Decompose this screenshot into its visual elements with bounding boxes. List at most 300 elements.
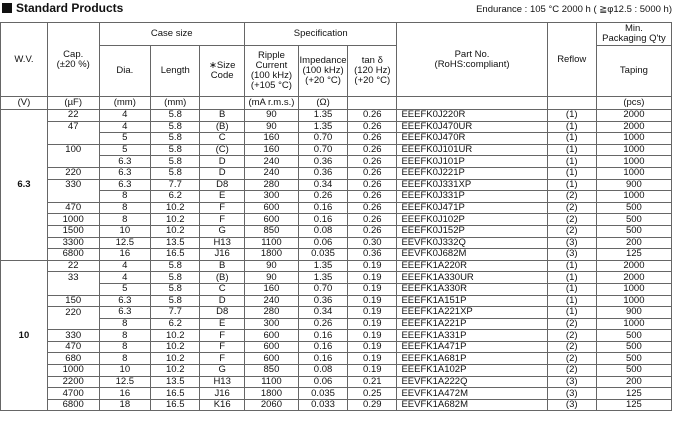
cell-cap: 330 xyxy=(47,330,99,342)
cell-ripple: 600 xyxy=(244,341,298,353)
cell-tan: 0.26 xyxy=(348,133,397,145)
cell-ripple: 160 xyxy=(244,283,298,295)
cell-impedance: 1.35 xyxy=(298,260,347,272)
cell-size-code: B xyxy=(200,260,245,272)
cell-impedance: 0.26 xyxy=(298,191,347,203)
cell-impedance: 0.16 xyxy=(298,341,347,353)
cell-ripple: 850 xyxy=(244,225,298,237)
cell-reflow: (1) xyxy=(547,156,596,168)
cell-tan: 0.30 xyxy=(348,237,397,249)
cell-dia: 8 xyxy=(99,202,151,214)
header-taping: Taping xyxy=(596,46,671,97)
cell-tan: 0.26 xyxy=(348,202,397,214)
cell-dia: 6.3 xyxy=(99,307,151,319)
cell-size-code: F xyxy=(200,353,245,365)
cell-taping: 1000 xyxy=(596,283,671,295)
cell-cap: 6800 xyxy=(47,249,99,261)
cell-dia: 4 xyxy=(99,110,151,122)
cell-cap: 47 xyxy=(47,121,99,133)
cell-ripple: 300 xyxy=(244,318,298,330)
cell-dia: 8 xyxy=(99,318,151,330)
cell-length: 5.8 xyxy=(151,144,200,156)
unit-size xyxy=(200,97,245,110)
cell-reflow: (2) xyxy=(547,225,596,237)
cell-ripple: 280 xyxy=(244,179,298,191)
table-row xyxy=(1,353,672,365)
cell-size-code: C xyxy=(200,283,245,295)
cell-part-no: EEEFK0J152P xyxy=(397,225,547,237)
cell-ripple: 600 xyxy=(244,330,298,342)
cell-impedance: 0.06 xyxy=(298,237,347,249)
cell-reflow: (2) xyxy=(547,365,596,377)
cell-dia: 5 xyxy=(99,283,151,295)
cell-size-code: F xyxy=(200,202,245,214)
cell-impedance: 0.16 xyxy=(298,330,347,342)
cell-dia: 6.3 xyxy=(99,167,151,179)
cell-size-code: E xyxy=(200,318,245,330)
cell-reflow: (1) xyxy=(547,272,596,284)
cell-cap: 220 xyxy=(47,307,99,319)
cell-size-code: (B) xyxy=(200,121,245,133)
cell-part-no: EEEFK0J221P xyxy=(397,167,547,179)
cell-ripple: 280 xyxy=(244,307,298,319)
cell-length: 13.5 xyxy=(151,376,200,388)
table-row xyxy=(1,365,672,377)
cell-dia: 8 xyxy=(99,191,151,203)
cell-size-code: B xyxy=(200,110,245,122)
cell-length: 10.2 xyxy=(151,225,200,237)
cell-tan: 0.29 xyxy=(348,399,397,411)
cell-taping: 2000 xyxy=(596,121,671,133)
cell-reflow: (2) xyxy=(547,330,596,342)
cell-size-code: J16 xyxy=(200,249,245,261)
table-row xyxy=(1,237,672,249)
cell-cap: 1000 xyxy=(47,214,99,226)
cell-taping: 200 xyxy=(596,237,671,249)
cell-reflow: (1) xyxy=(547,121,596,133)
table-row xyxy=(1,225,672,237)
cell-part-no: EEEFK0J471P xyxy=(397,202,547,214)
cell-impedance: 0.08 xyxy=(298,365,347,377)
cell-length: 10.2 xyxy=(151,202,200,214)
section-header xyxy=(0,0,680,18)
cell-tan: 0.26 xyxy=(348,214,397,226)
cell-size-code: C xyxy=(200,133,245,145)
cell-taping: 200 xyxy=(596,376,671,388)
cell-size-code: H13 xyxy=(200,237,245,249)
table-row xyxy=(1,144,672,156)
cell-impedance: 0.36 xyxy=(298,167,347,179)
cell-impedance: 0.70 xyxy=(298,133,347,145)
cell-dia: 6.3 xyxy=(99,295,151,307)
cell-length: 6.2 xyxy=(151,191,200,203)
cell-tan: 0.26 xyxy=(348,191,397,203)
cell-ripple: 240 xyxy=(244,156,298,168)
cell-tan: 0.19 xyxy=(348,295,397,307)
cell-size-code: D xyxy=(200,295,245,307)
cell-tan: 0.19 xyxy=(348,307,397,319)
cell-size-code: H13 xyxy=(200,376,245,388)
cell-ripple: 90 xyxy=(244,110,298,122)
cell-impedance: 0.34 xyxy=(298,307,347,319)
cell-ripple: 600 xyxy=(244,202,298,214)
table-row xyxy=(1,399,672,411)
table-row xyxy=(1,191,672,203)
cell-impedance: 0.033 xyxy=(298,399,347,411)
cell-tan: 0.19 xyxy=(348,341,397,353)
cell-ripple: 1800 xyxy=(244,388,298,400)
cell-size-code: E xyxy=(200,191,245,203)
cell-part-no: EEEFK1A221P xyxy=(397,318,547,330)
cell-tan: 0.19 xyxy=(348,330,397,342)
unit-length: (mm) xyxy=(151,97,200,110)
cell-length: 16.5 xyxy=(151,249,200,261)
cell-taping: 500 xyxy=(596,214,671,226)
table-row xyxy=(1,283,672,295)
cell-dia: 8 xyxy=(99,330,151,342)
cell-ripple: 300 xyxy=(244,191,298,203)
cell-cap: 22 xyxy=(47,260,99,272)
cell-impedance: 0.035 xyxy=(298,249,347,261)
cell-tan: 0.21 xyxy=(348,376,397,388)
cell-taping: 900 xyxy=(596,307,671,319)
cell-part-no: EEVFK1A682M xyxy=(397,399,547,411)
cell-length: 5.8 xyxy=(151,295,200,307)
cell-dia: 16 xyxy=(99,388,151,400)
square-bullet-icon xyxy=(2,3,12,13)
unit-reflow xyxy=(547,97,596,110)
table-row xyxy=(1,307,672,319)
cell-length: 16.5 xyxy=(151,399,200,411)
cell-cap: 1500 xyxy=(47,225,99,237)
cell-dia: 4 xyxy=(99,260,151,272)
cell-part-no: EEEFK1A681P xyxy=(397,353,547,365)
cell-length: 7.7 xyxy=(151,179,200,191)
cell-impedance: 0.035 xyxy=(298,388,347,400)
cell-ripple: 90 xyxy=(244,260,298,272)
cell-part-no: EEVFK0J332Q xyxy=(397,237,547,249)
table-row xyxy=(1,179,672,191)
header-impedance: Impedance (100 kHz) (+20 °C) xyxy=(298,46,347,97)
cell-taping: 125 xyxy=(596,388,671,400)
table-row xyxy=(1,202,672,214)
cell-tan: 0.36 xyxy=(348,249,397,261)
cell-ripple: 240 xyxy=(244,167,298,179)
header-cap: Cap. (±20 %) xyxy=(47,23,99,97)
cell-taping: 1000 xyxy=(596,156,671,168)
table-row xyxy=(1,121,672,133)
cell-dia: 8 xyxy=(99,214,151,226)
cell-reflow: (1) xyxy=(547,179,596,191)
section-title: Standard Products xyxy=(16,1,124,15)
header-min-pack: Min. Packaging Q'ty xyxy=(596,23,671,46)
table-row xyxy=(1,341,672,353)
cell-part-no: EEVFK1A222Q xyxy=(397,376,547,388)
cell-ripple: 90 xyxy=(244,272,298,284)
cell-dia: 5 xyxy=(99,144,151,156)
cell-tan: 0.19 xyxy=(348,353,397,365)
cell-size-code: G xyxy=(200,365,245,377)
cell-reflow: (1) xyxy=(547,260,596,272)
table-row xyxy=(1,318,672,330)
cell-cap: 220 xyxy=(47,167,99,179)
cell-reflow: (1) xyxy=(547,307,596,319)
cell-size-code: (B) xyxy=(200,272,245,284)
cell-part-no: EEEFK0J101UR xyxy=(397,144,547,156)
cell-part-no: EEVFK1A472M xyxy=(397,388,547,400)
cell-impedance: 0.06 xyxy=(298,376,347,388)
cell-cap xyxy=(47,133,99,145)
cell-length: 6.2 xyxy=(151,318,200,330)
cell-taping: 1000 xyxy=(596,295,671,307)
cell-cap xyxy=(47,156,99,168)
cell-reflow: (2) xyxy=(547,202,596,214)
cell-dia: 6.3 xyxy=(99,179,151,191)
cell-cap: 680 xyxy=(47,353,99,365)
voltage-cell: 10 xyxy=(1,260,48,411)
cell-tan: 0.26 xyxy=(348,156,397,168)
cell-length: 13.5 xyxy=(151,237,200,249)
cell-ripple: 850 xyxy=(244,365,298,377)
cell-ripple: 1100 xyxy=(244,237,298,249)
cell-taping: 500 xyxy=(596,341,671,353)
cell-dia: 5 xyxy=(99,133,151,145)
cell-part-no: EEEFK0J102P xyxy=(397,214,547,226)
cell-reflow: (1) xyxy=(547,167,596,179)
cell-taping: 125 xyxy=(596,249,671,261)
cell-taping: 2000 xyxy=(596,110,671,122)
cell-dia: 8 xyxy=(99,341,151,353)
cell-dia: 4 xyxy=(99,121,151,133)
cell-reflow: (2) xyxy=(547,318,596,330)
cell-taping: 500 xyxy=(596,353,671,365)
cell-part-no: EEEFK0J331XP xyxy=(397,179,547,191)
cell-dia: 16 xyxy=(99,249,151,261)
cell-length: 7.7 xyxy=(151,307,200,319)
cell-length: 5.8 xyxy=(151,110,200,122)
cell-length: 10.2 xyxy=(151,214,200,226)
unit-wv: (V) xyxy=(1,97,48,110)
table-row xyxy=(1,214,672,226)
header-part-no: Part No. (RoHS:compliant) xyxy=(397,23,547,97)
cell-reflow: (3) xyxy=(547,237,596,249)
header-case-size: Case size xyxy=(99,23,244,46)
cell-tan: 0.26 xyxy=(348,179,397,191)
cell-length: 10.2 xyxy=(151,365,200,377)
cell-impedance: 1.35 xyxy=(298,272,347,284)
cell-impedance: 0.70 xyxy=(298,144,347,156)
header-specification: Specification xyxy=(244,23,397,46)
cell-cap: 100 xyxy=(47,144,99,156)
unit-impedance: (Ω) xyxy=(298,97,347,110)
cell-part-no: EEEFK1A330UR xyxy=(397,272,547,284)
cell-length: 5.8 xyxy=(151,133,200,145)
cell-reflow: (1) xyxy=(547,110,596,122)
cell-size-code: (C) xyxy=(200,144,245,156)
cell-part-no: EEEFK1A221XP xyxy=(397,307,547,319)
cell-tan: 0.26 xyxy=(348,121,397,133)
cell-length: 5.8 xyxy=(151,156,200,168)
cell-part-no: EEEFK0J220R xyxy=(397,110,547,122)
cell-ripple: 240 xyxy=(244,295,298,307)
cell-ripple: 1100 xyxy=(244,376,298,388)
cell-cap: 4700 xyxy=(47,388,99,400)
unit-ripple: (mA r.m.s.) xyxy=(244,97,298,110)
cell-dia: 12.5 xyxy=(99,376,151,388)
cell-impedance: 0.34 xyxy=(298,179,347,191)
cell-taping: 500 xyxy=(596,330,671,342)
unit-tan xyxy=(348,97,397,110)
cell-part-no: EEEFK0J470R xyxy=(397,133,547,145)
cell-tan: 0.19 xyxy=(348,365,397,377)
cell-taping: 500 xyxy=(596,365,671,377)
cell-part-no: EEEFK0J331P xyxy=(397,191,547,203)
cell-length: 5.8 xyxy=(151,272,200,284)
cell-size-code: J16 xyxy=(200,388,245,400)
header-ripple: Ripple Current (100 kHz) (+105 °C) xyxy=(244,46,298,97)
cell-size-code: F xyxy=(200,341,245,353)
cell-dia: 8 xyxy=(99,353,151,365)
cell-ripple: 2060 xyxy=(244,399,298,411)
cell-cap xyxy=(47,318,99,330)
header-tan: tan δ (120 Hz) (+20 °C) xyxy=(348,46,397,97)
cell-reflow: (1) xyxy=(547,283,596,295)
cell-reflow: (2) xyxy=(547,214,596,226)
header-reflow: Reflow xyxy=(547,23,596,97)
cell-ripple: 160 xyxy=(244,133,298,145)
header-length: Length xyxy=(151,46,200,97)
table-row xyxy=(1,110,672,122)
table-row xyxy=(1,330,672,342)
cell-dia: 10 xyxy=(99,365,151,377)
header-wv: W.V. xyxy=(1,23,48,97)
cell-length: 5.8 xyxy=(151,121,200,133)
cell-ripple: 600 xyxy=(244,214,298,226)
cell-tan: 0.26 xyxy=(348,110,397,122)
cell-dia: 10 xyxy=(99,225,151,237)
unit-part xyxy=(397,97,547,110)
cell-taping: 1000 xyxy=(596,191,671,203)
cell-reflow: (3) xyxy=(547,249,596,261)
cell-size-code: D8 xyxy=(200,307,245,319)
cell-tan: 0.26 xyxy=(348,167,397,179)
cell-size-code: G xyxy=(200,225,245,237)
cell-ripple: 600 xyxy=(244,353,298,365)
cell-length: 5.8 xyxy=(151,167,200,179)
cell-reflow: (2) xyxy=(547,341,596,353)
cell-size-code: D xyxy=(200,156,245,168)
cell-tan: 0.26 xyxy=(348,225,397,237)
table-row xyxy=(1,295,672,307)
cell-dia: 18 xyxy=(99,399,151,411)
cell-length: 10.2 xyxy=(151,353,200,365)
cell-length: 10.2 xyxy=(151,341,200,353)
cell-ripple: 90 xyxy=(244,121,298,133)
cell-taping: 1000 xyxy=(596,167,671,179)
cell-cap: 33 xyxy=(47,272,99,284)
header-size-code: ∗Size Code xyxy=(200,46,245,97)
cell-taping: 500 xyxy=(596,202,671,214)
cell-ripple: 160 xyxy=(244,144,298,156)
cell-taping: 500 xyxy=(596,225,671,237)
unit-dia: (mm) xyxy=(99,97,151,110)
cell-taping: 2000 xyxy=(596,272,671,284)
cell-part-no: EEEFK1A151P xyxy=(397,295,547,307)
cell-tan: 0.19 xyxy=(348,260,397,272)
cell-length: 10.2 xyxy=(151,330,200,342)
cell-tan: 0.19 xyxy=(348,272,397,284)
table-row xyxy=(1,133,672,145)
cell-impedance: 0.16 xyxy=(298,353,347,365)
table-row xyxy=(1,388,672,400)
table-row xyxy=(1,272,672,284)
cell-reflow: (3) xyxy=(547,399,596,411)
cell-impedance: 1.35 xyxy=(298,110,347,122)
cell-taping: 2000 xyxy=(596,260,671,272)
cell-impedance: 0.36 xyxy=(298,156,347,168)
cell-part-no: EEEFK1A330R xyxy=(397,283,547,295)
cell-part-no: EEVFK0J682M xyxy=(397,249,547,261)
cell-ripple: 1800 xyxy=(244,249,298,261)
cell-cap xyxy=(47,283,99,295)
cell-taping: 1000 xyxy=(596,318,671,330)
cell-cap: 3300 xyxy=(47,237,99,249)
cell-cap: 150 xyxy=(47,295,99,307)
unit-cap: (µF) xyxy=(47,97,99,110)
cell-size-code: F xyxy=(200,330,245,342)
cell-reflow: (3) xyxy=(547,388,596,400)
cell-reflow: (3) xyxy=(547,376,596,388)
cell-part-no: EEEFK1A102P xyxy=(397,365,547,377)
cell-length: 16.5 xyxy=(151,388,200,400)
table-row xyxy=(1,249,672,261)
cell-part-no: EEEFK0J470UR xyxy=(397,121,547,133)
cell-tan: 0.25 xyxy=(348,388,397,400)
cell-size-code: D8 xyxy=(200,179,245,191)
unit-pcs: (pcs) xyxy=(596,97,671,110)
cell-part-no: EEEFK1A471P xyxy=(397,341,547,353)
cell-impedance: 0.16 xyxy=(298,214,347,226)
cell-impedance: 0.08 xyxy=(298,225,347,237)
header-dia: Dia. xyxy=(99,46,151,97)
cell-impedance: 0.36 xyxy=(298,295,347,307)
cell-cap: 1000 xyxy=(47,365,99,377)
cell-cap: 22 xyxy=(47,110,99,122)
cell-reflow: (1) xyxy=(547,144,596,156)
cell-taping: 900 xyxy=(596,179,671,191)
cell-size-code: D xyxy=(200,167,245,179)
cell-reflow: (2) xyxy=(547,353,596,365)
table-row xyxy=(1,376,672,388)
cell-size-code: K16 xyxy=(200,399,245,411)
cell-reflow: (1) xyxy=(547,295,596,307)
cell-cap: 470 xyxy=(47,202,99,214)
table-row xyxy=(1,156,672,168)
cell-cap: 6800 xyxy=(47,399,99,411)
cell-impedance: 0.16 xyxy=(298,202,347,214)
product-table xyxy=(0,22,672,411)
cell-dia: 6.3 xyxy=(99,156,151,168)
cell-taping: 125 xyxy=(596,399,671,411)
cell-impedance: 0.26 xyxy=(298,318,347,330)
cell-impedance: 0.70 xyxy=(298,283,347,295)
cell-cap: 330 xyxy=(47,179,99,191)
cell-taping: 1000 xyxy=(596,133,671,145)
cell-cap xyxy=(47,191,99,203)
cell-reflow: (1) xyxy=(547,133,596,145)
cell-size-code: F xyxy=(200,214,245,226)
cell-cap: 470 xyxy=(47,341,99,353)
